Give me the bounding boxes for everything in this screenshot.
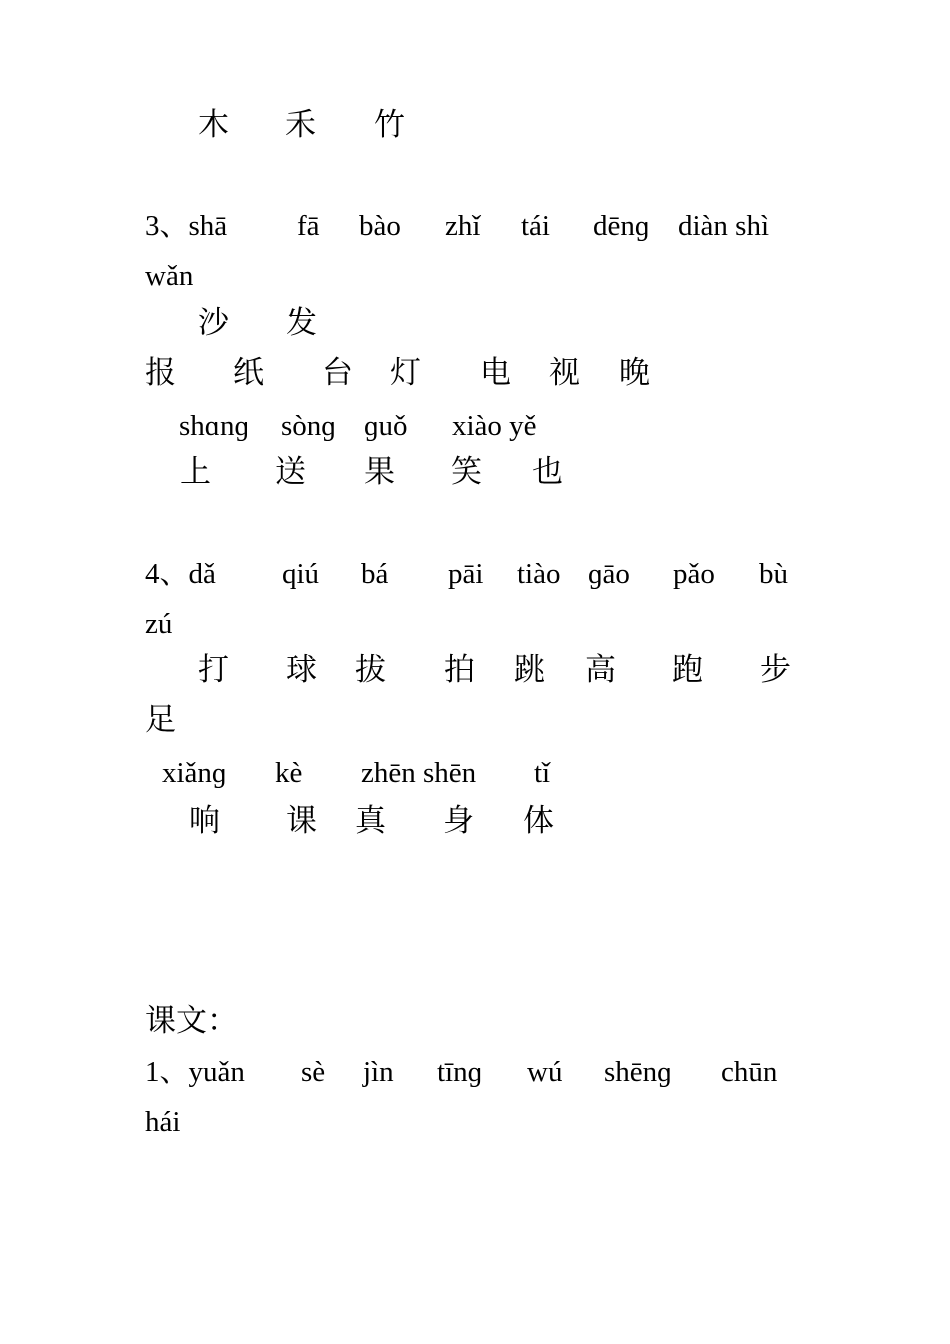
pinyin: shēnɡ [604,1056,672,1088]
hanzi: 跑 [672,652,703,688]
hanzi: 禾 [285,107,316,143]
pinyin: zhǐ [445,210,481,242]
hanzi: 沙 [198,305,229,341]
hanzi: 打 [198,652,229,688]
pinyin-line [0,548,950,598]
hanzi: 也 [532,454,563,490]
pinyin: tiào [517,558,561,590]
hanzi: 足 [145,702,176,738]
pinyin: chūn [721,1056,778,1088]
hanzi: 笑 [451,454,482,490]
pinyin: dēnɡ [593,210,650,242]
pinyin: bù [759,558,788,590]
hanzi: 竹 [374,107,405,143]
hanzi-line [0,100,950,150]
pinyin: tīnɡ [437,1056,483,1088]
heading-text: 课文： [145,1003,238,1039]
hanzi: 送 [275,454,306,490]
pinyin: jìn [363,1056,394,1088]
pinyin-line [0,598,950,648]
hanzi: 步 [760,652,791,688]
hanzi: 跳 [514,652,545,688]
hanzi: 纸 [233,355,264,391]
pinyin-line [0,200,950,250]
hanzi: 高 [585,652,616,688]
pinyin: xiào yě [452,410,537,442]
hanzi: 课 [286,803,317,839]
pinyin: xiǎnɡ [162,757,227,789]
pinyin-line [0,747,950,797]
pinyin: tǐ [534,757,551,789]
pinyin: 1、yuǎn [145,1056,245,1088]
pinyin: ɡuǒ [364,410,408,442]
pinyin: sònɡ [281,410,336,442]
pinyin: pǎo [673,558,715,590]
pinyin: wú [527,1056,563,1088]
pinyin-line [0,1096,950,1146]
hanzi: 体 [523,803,554,839]
pinyin-line [0,250,950,300]
hanzi: 台 [322,355,353,391]
hanzi: 拔 [355,652,386,688]
pinyin: shɑnɡ [179,410,249,442]
pinyin: ɡāo [588,558,630,590]
pinyin: hái [145,1106,181,1138]
hanzi-line [0,348,950,398]
pinyin: pāi [448,558,484,590]
hanzi: 果 [364,454,395,490]
pinyin-line [0,1046,950,1096]
hanzi-line [0,695,950,745]
hanzi: 报 [145,355,176,391]
pinyin: 3、shā [145,210,228,242]
hanzi: 电 [480,355,511,391]
hanzi: 拍 [444,652,475,688]
hanzi: 球 [286,652,317,688]
pinyin: 4、dǎ [145,558,216,590]
hanzi: 上 [180,454,211,490]
hanzi: 响 [189,803,220,839]
section-heading [0,996,950,1046]
pinyin: zú [145,608,173,640]
hanzi: 视 [549,355,580,391]
hanzi: 晚 [619,355,650,391]
pinyin: bá [361,558,389,590]
pinyin: diàn shì [678,210,770,242]
hanzi: 发 [286,305,317,341]
pinyin: bào [359,210,401,242]
pinyin: sè [301,1056,326,1088]
pinyin-line [0,400,950,450]
hanzi: 真 [355,803,386,839]
hanzi: 身 [443,803,474,839]
hanzi: 木 [198,107,229,143]
pinyin: fā [297,210,320,242]
hanzi: 灯 [390,355,421,391]
hanzi-line [0,796,950,846]
pinyin: tái [521,210,550,242]
hanzi-line [0,645,950,695]
pinyin: kè [275,757,303,789]
pinyin: zhēn shēn [361,757,477,789]
pinyin: qiú [282,558,320,590]
hanzi-line [0,298,950,348]
hanzi-line [0,447,950,497]
pinyin: wǎn [145,260,194,292]
